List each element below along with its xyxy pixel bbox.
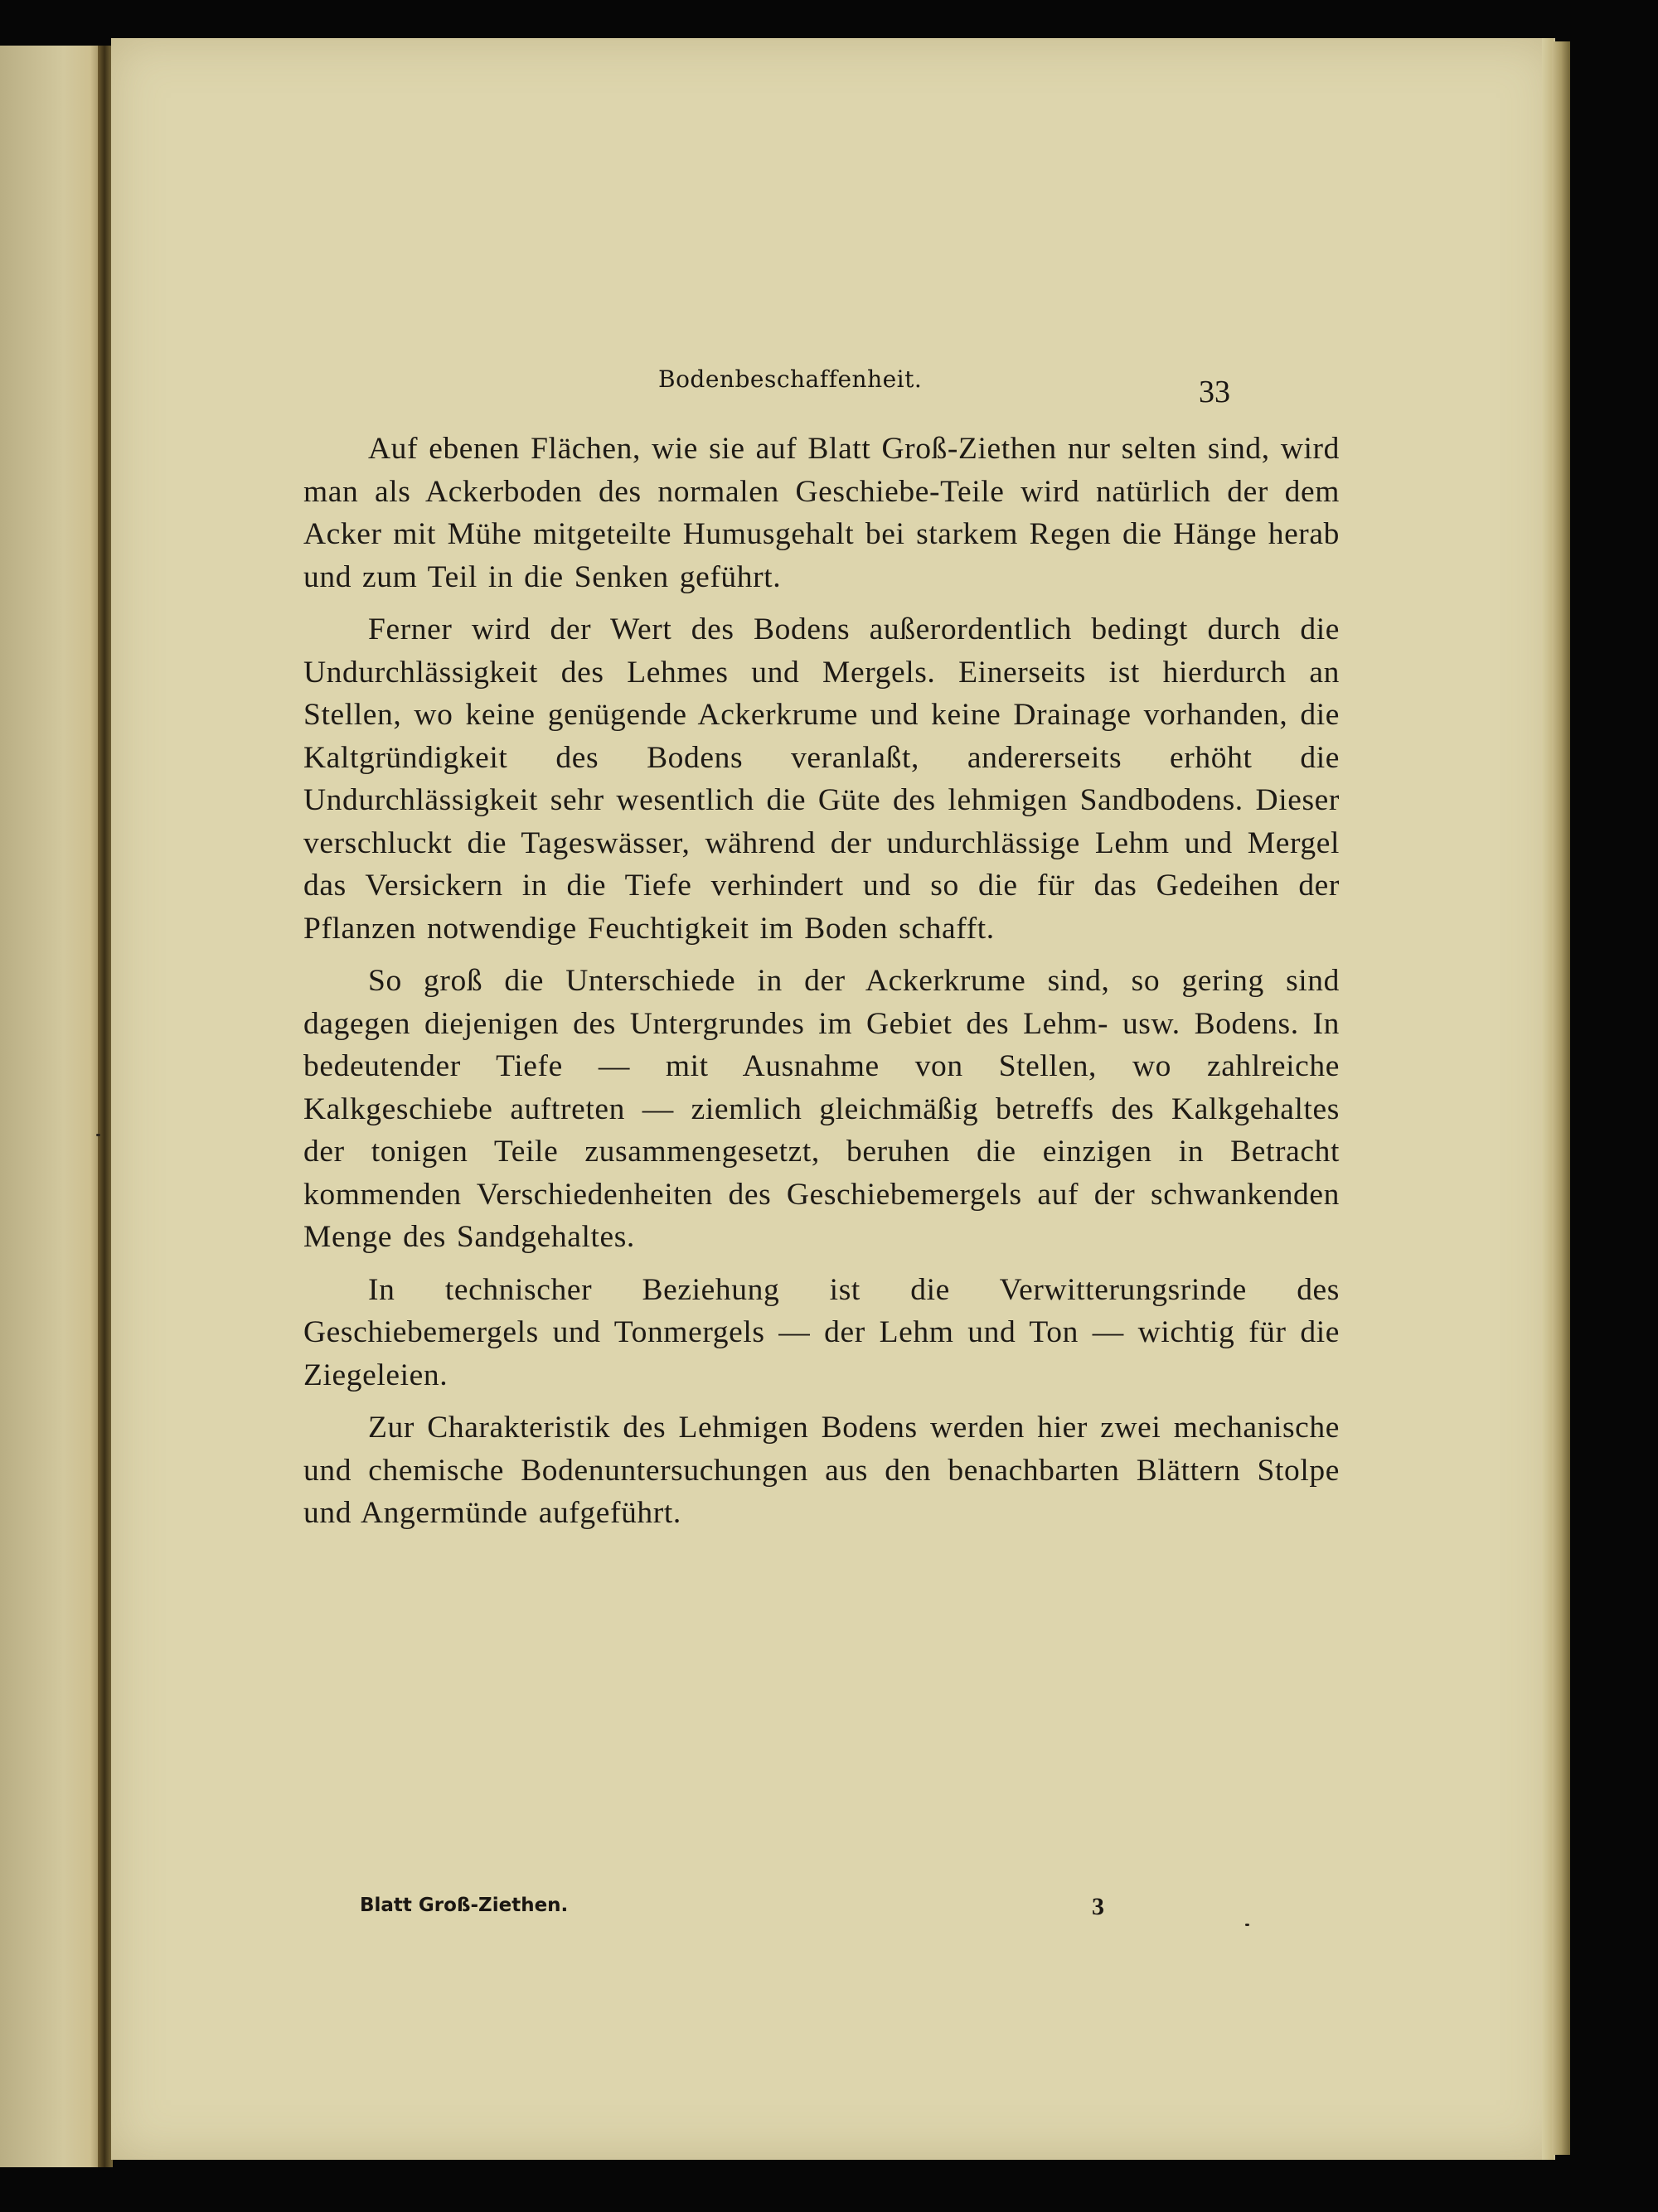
body-text: [303, 428, 1340, 1545]
running-head: [111, 365, 1555, 407]
page-number: 33: [1199, 375, 1230, 409]
paper-speck: [96, 1134, 100, 1136]
page-stack-edge: [1552, 41, 1570, 2155]
signature-number: 3: [1092, 1893, 1104, 1920]
left-page-edge: [0, 46, 106, 2167]
paragraph: In technischer Beziehung ist die Verwitterungsrinde des Geschiebemergels und Tonmergels — der Lehm und Ton — wichtig für die Ziegeleien.: [303, 1272, 1340, 1392]
paper-speck: [1245, 1924, 1249, 1926]
paragraph: Zur Charakteristik des Lehmigen Bodens werden hier zwei mechanische und chemische Bodenuntersuchungen aus den benachbarten Blättern Stolpe und Angermünde aufgeführt.: [303, 1411, 1340, 1530]
paragraph: Ferner wird der Wert des Bodens außerordentlich bedingt durch die Undurchlässigkeit des Lehmes und Mergels. Einerseits ist hierdurch an Stellen, wo keine genügende Ackerkrume und keine Drainage vorhanden, die Kaltgründigkeit des Bodens veranlaßt, andererseits erhöht die Undurchlässigkeit sehr wesentlich die Güte des lehmigen Sandbodens. Dieser verschluckt die Tageswässer, während der undurchlässige Lehm und Mergel das Versickern in die Tiefe verhindert und so die für das Gedeihen der Pflanzen notwendige Feuchtigkeit im Boden schafft.: [303, 612, 1340, 946]
signature-title: Blatt Groß-Ziethen.: [360, 1895, 569, 1916]
page: [111, 38, 1555, 2160]
page-footer: [111, 1895, 1555, 1928]
paragraph: Auf ebenen Flächen, wie sie auf Blatt Groß-Ziethen nur selten sind, wird man als Ackerboden des normalen Geschiebe-Teile wird natürlich der dem Acker mit Mühe mitgeteilte Humusgehalt bei starkem Regen die Hänge herab und zum Teil in die Senken geführt.: [303, 432, 1340, 594]
paragraph: So groß die Unterschiede in der Ackerkrume sind, so gering sind dagegen diejenigen des Untergrundes im Gebiet des Lehm- usw. Bodens. In bedeutender Tiefe — mit Ausnahme von Stellen, wo zahlreiche Kalkgeschiebe auftreten — ziemlich gleichmäßig betreffs des Kalkgehaltes der tonigen Teile zusammengesetzt, beruhen die einzigen in Betracht kommenden Verschiedenheiten des Geschiebemergels auf der schwankenden Menge des Sandgehaltes.: [303, 964, 1340, 1254]
running-title: Bodenbeschaffenheit.: [658, 365, 923, 393]
